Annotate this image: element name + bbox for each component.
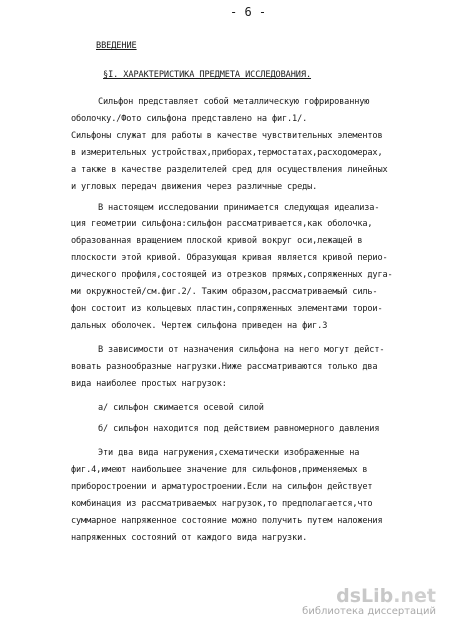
text-line: В зависимости от назначения сильфона на него могут дейст- [98,345,385,355]
section-heading: §I. ХАРАКТЕРИСТИКА ПРЕДМЕТА ИССЛЕДОВАНИЯ. [103,70,312,80]
text-line: комбинация из рассматриваемых нагрузок,то предполагается,что [71,499,373,509]
text-line: напряженных состояний от каждого вида нагрузки. [71,533,308,543]
text-line: вовать разнообразные нагрузки.Ниже рассматриваются только два [71,362,378,372]
text-line: плоскости этой кривой. Образующая кривая является кривой перио- [71,253,388,263]
text-line: образованная вращением плоской кривой вокруг оси,лежащей в [71,236,363,246]
text-line: фиг.4,имеют наибольшее значение для сильфонов,применяемых в [71,465,368,475]
text-line: в измерительных устройствах,приборах,термостатах,расходомерах, [71,148,383,158]
text-line: дальных оболочек. Чертеж сильфона приведен на фиг.3 [71,321,328,331]
text-line: вида наиболее простых нагрузок: [71,379,227,389]
text-line: дического профиля,состоящей из отрезков прямых,сопряженных дуга- [71,270,393,280]
watermark-subtitle: библиотека диссертаций [302,606,436,617]
text-line: суммарное напряженное состояние можно получить путем наложения [71,516,383,526]
text-line: В настоящем исследовании принимается следующая идеализа- [98,203,380,213]
intro-heading: ВВЕДЕНИЕ [96,41,137,51]
text-line: оболочку./Фото сильфона представлено на фиг.1/. [71,114,308,124]
text-line: а также в качестве разделителей сред для осуществления линейных [71,165,388,175]
text-line: ми окружностей/см.фиг.2/. Таким образом,рассматриваемый силь- [71,287,378,297]
text-line: а/ сильфон сжимается осевой силой [98,403,264,413]
text-line: Сильфон представляет собой металлическую гофрированную [98,97,370,107]
text-line: Сильфоны служат для работы в качестве чувствительных элементов [71,131,383,141]
text-line: б/ сильфон находится под действием равномерного давления [98,424,380,434]
watermark-logo: dsLib.net [336,585,436,607]
text-line: и угловых передач движения через различные среды. [71,182,318,192]
watermark [302,586,436,618]
text-line: ция геометрии сильфона:сильфон рассматривается,как оболочка, [71,219,373,229]
text-line: приборостроении и арматуростроении.Если на сильфон действует [71,482,373,492]
text-line: фон состоит из кольцевых пластин,сопряженных элементами торои- [71,304,383,314]
text-line: Эти два вида нагружения,схематически изображенные на [98,448,360,458]
page-number: - 6 - [230,5,267,19]
